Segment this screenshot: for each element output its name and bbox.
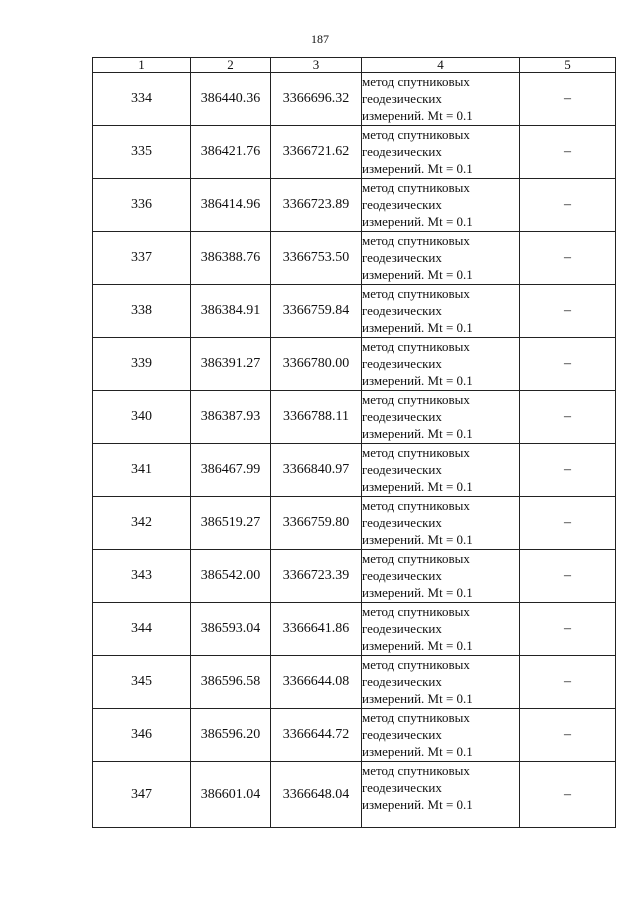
point-number-cell: 335 [93, 126, 191, 179]
method-text-line: измерений. Mt = 0.1 [362, 373, 473, 388]
note-cell: – [520, 603, 616, 656]
x-coordinate-cell: 386440.36 [191, 73, 271, 126]
table-row [93, 391, 616, 444]
method-cell [362, 391, 520, 444]
x-coordinate-cell: 386467.99 [191, 444, 271, 497]
point-number-cell: 338 [93, 285, 191, 338]
method-text-line: геодезических [362, 515, 442, 530]
y-coordinate-cell: 3366696.32 [271, 73, 362, 126]
table-row [93, 762, 616, 828]
method-cell [362, 550, 520, 603]
method-text-line: геодезических [362, 568, 442, 583]
point-number-cell: 342 [93, 497, 191, 550]
note-cell: – [520, 285, 616, 338]
method-cell [362, 497, 520, 550]
page-number: 187 [311, 32, 329, 46]
point-number-cell: 341 [93, 444, 191, 497]
table-row [93, 497, 616, 550]
note-cell: – [520, 73, 616, 126]
y-coordinate-cell: 3366721.62 [271, 126, 362, 179]
note-cell: – [520, 762, 616, 828]
x-coordinate-cell: 386414.96 [191, 179, 271, 232]
y-coordinate-cell: 3366840.97 [271, 444, 362, 497]
column-header: 1 [93, 58, 191, 73]
method-text-line: метод спутниковых [362, 180, 470, 195]
method-text-line: измерений. Mt = 0.1 [362, 638, 473, 653]
x-coordinate-cell: 386387.93 [191, 391, 271, 444]
method-cell [362, 232, 520, 285]
note-cell: – [520, 179, 616, 232]
y-coordinate-cell: 3366759.80 [271, 497, 362, 550]
point-number-cell: 343 [93, 550, 191, 603]
x-coordinate-cell: 386519.27 [191, 497, 271, 550]
column-header: 4 [362, 58, 520, 73]
column-header: 2 [191, 58, 271, 73]
table-row [93, 232, 616, 285]
method-text-line: метод спутниковых [362, 498, 470, 513]
y-coordinate-cell: 3366723.89 [271, 179, 362, 232]
point-number-cell: 345 [93, 656, 191, 709]
point-number-cell: 346 [93, 709, 191, 762]
point-number-cell: 339 [93, 338, 191, 391]
table-row [93, 444, 616, 497]
point-number-cell: 336 [93, 179, 191, 232]
method-text-line: измерений. Mt = 0.1 [362, 161, 473, 176]
x-coordinate-cell: 386421.76 [191, 126, 271, 179]
method-text-line: геодезических [362, 91, 442, 106]
note-cell: – [520, 232, 616, 285]
method-text-line: метод спутниковых [362, 763, 470, 778]
method-cell [362, 444, 520, 497]
y-coordinate-cell: 3366780.00 [271, 338, 362, 391]
method-text-line: метод спутниковых [362, 445, 470, 460]
x-coordinate-cell: 386596.58 [191, 656, 271, 709]
method-cell [362, 656, 520, 709]
table-body [93, 73, 616, 828]
note-cell: – [520, 391, 616, 444]
method-text-line: геодезических [362, 303, 442, 318]
note-cell: – [520, 709, 616, 762]
method-text-line: измерений. Mt = 0.1 [362, 214, 473, 229]
method-text-line: измерений. Mt = 0.1 [362, 479, 473, 494]
x-coordinate-cell: 386601.04 [191, 762, 271, 828]
method-text-line: геодезических [362, 197, 442, 212]
method-cell [362, 603, 520, 656]
method-text-line: геодезических [362, 462, 442, 477]
method-cell [362, 73, 520, 126]
point-number-cell: 340 [93, 391, 191, 444]
method-text-line: метод спутниковых [362, 392, 470, 407]
table-row [93, 656, 616, 709]
method-text-line: геодезических [362, 674, 442, 689]
method-text-line: измерений. Mt = 0.1 [362, 797, 473, 812]
method-text-line: метод спутниковых [362, 339, 470, 354]
method-text-line: метод спутниковых [362, 710, 470, 725]
note-cell: – [520, 126, 616, 179]
note-cell: – [520, 550, 616, 603]
table-row [93, 603, 616, 656]
method-cell [362, 762, 520, 828]
method-text-line: геодезических [362, 356, 442, 371]
method-text-line: геодезических [362, 409, 442, 424]
note-cell: – [520, 497, 616, 550]
method-text-line: геодезических [362, 621, 442, 636]
table-row [93, 709, 616, 762]
method-text-line: измерений. Mt = 0.1 [362, 691, 473, 706]
table-row [93, 126, 616, 179]
y-coordinate-cell: 3366759.84 [271, 285, 362, 338]
x-coordinate-cell: 386384.91 [191, 285, 271, 338]
method-text-line: измерений. Mt = 0.1 [362, 744, 473, 759]
table-row [93, 338, 616, 391]
method-cell [362, 709, 520, 762]
x-coordinate-cell: 386593.04 [191, 603, 271, 656]
table-row [93, 285, 616, 338]
point-number-cell: 337 [93, 232, 191, 285]
x-coordinate-cell: 386596.20 [191, 709, 271, 762]
method-cell [362, 285, 520, 338]
method-cell [362, 126, 520, 179]
method-cell [362, 338, 520, 391]
point-number-cell: 347 [93, 762, 191, 828]
point-number-cell: 344 [93, 603, 191, 656]
method-text-line: геодезических [362, 727, 442, 742]
method-text-line: метод спутниковых [362, 74, 470, 89]
method-text-line: метод спутниковых [362, 286, 470, 301]
method-text-line: измерений. Mt = 0.1 [362, 426, 473, 441]
method-text-line: измерений. Mt = 0.1 [362, 108, 473, 123]
method-text-line: метод спутниковых [362, 127, 470, 142]
x-coordinate-cell: 386542.00 [191, 550, 271, 603]
y-coordinate-cell: 3366753.50 [271, 232, 362, 285]
table-row [93, 179, 616, 232]
x-coordinate-cell: 386391.27 [191, 338, 271, 391]
y-coordinate-cell: 3366644.08 [271, 656, 362, 709]
y-coordinate-cell: 3366641.86 [271, 603, 362, 656]
column-header: 5 [520, 58, 616, 73]
y-coordinate-cell: 3366788.11 [271, 391, 362, 444]
coordinates-table [92, 57, 616, 828]
method-text-line: геодезических [362, 780, 442, 795]
method-text-line: геодезических [362, 144, 442, 159]
method-text-line: геодезических [362, 250, 442, 265]
method-text-line: метод спутниковых [362, 657, 470, 672]
column-header: 3 [271, 58, 362, 73]
method-text-line: метод спутниковых [362, 551, 470, 566]
method-text-line: измерений. Mt = 0.1 [362, 585, 473, 600]
method-text-line: метод спутниковых [362, 604, 470, 619]
method-cell [362, 179, 520, 232]
method-text-line: измерений. Mt = 0.1 [362, 320, 473, 335]
table-row [93, 550, 616, 603]
table-header-row [93, 58, 616, 73]
y-coordinate-cell: 3366648.04 [271, 762, 362, 828]
method-text-line: измерений. Mt = 0.1 [362, 532, 473, 547]
note-cell: – [520, 444, 616, 497]
method-text-line: метод спутниковых [362, 233, 470, 248]
point-number-cell: 334 [93, 73, 191, 126]
y-coordinate-cell: 3366644.72 [271, 709, 362, 762]
method-text-line: измерений. Mt = 0.1 [362, 267, 473, 282]
x-coordinate-cell: 386388.76 [191, 232, 271, 285]
y-coordinate-cell: 3366723.39 [271, 550, 362, 603]
note-cell: – [520, 338, 616, 391]
table-row [93, 73, 616, 126]
note-cell: – [520, 656, 616, 709]
